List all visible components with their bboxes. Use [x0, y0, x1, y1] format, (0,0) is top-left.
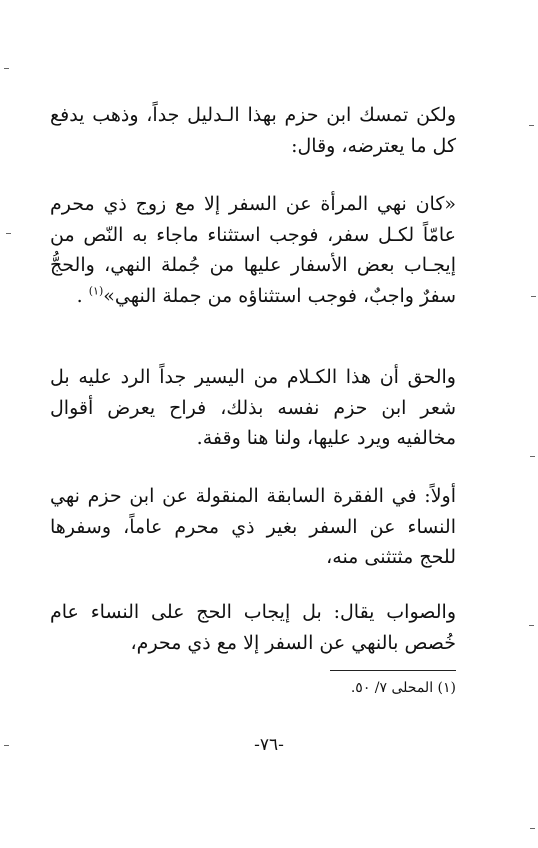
scan-edge-mark: [530, 828, 535, 829]
paragraph-2-text: «كان نهي المرأة عن السفر إلا مع زوج ذي محرم عامّاً لكـل سفر، فوجب استثناء ماجاء به النّص من إيجـاب بعض الأسفار عليها من جُملة النهي، والحجُّ سفرٌ واجبٌ، فوجب استثناؤه من جملة النهي»: [50, 193, 456, 307]
paragraph-2-ending: .: [76, 284, 89, 307]
paragraph-4-text: أولاً: في الفقرة السابقة المنقولة عن ابن حزم نهي النساء عن السفر بغير ذي محرم عاماً، وسفرها للحج مثتثنى منه،: [50, 485, 456, 568]
footnote-reference: (١): [88, 284, 104, 298]
paragraph-1: [50, 100, 456, 161]
footnote-divider: [330, 670, 456, 671]
scan-edge-mark: [529, 625, 534, 626]
scan-edge-mark: [530, 456, 535, 457]
paragraph-5-text: والصواب يقال: بل إيجاب الحج على النساء عام خُصص بالنهي عن السفر إلا مع ذي محرم،: [50, 601, 456, 654]
paragraph-2-quote: [50, 189, 456, 311]
scan-edge-mark: [531, 296, 536, 297]
paragraph-3-text: والحق أن هذا الكـلام من اليسير جداً الرد عليه بل شعر ابن حزم نفسه بذلك، فراح يعرض أقوال مخالفيه ويرد عليها، ولنا هنا وقفة.: [50, 366, 456, 449]
page-number: -٧٦-: [254, 735, 284, 755]
paragraph-5: [50, 597, 456, 658]
paragraph-3: [50, 362, 456, 454]
paragraph-4: [50, 481, 456, 573]
scan-edge-mark: [4, 745, 9, 746]
paragraph-1-text: ولكن تمسك ابن حزم بهذا الـدليل جداً، وذهب يدفع كل ما يعترضه، وقال:: [50, 104, 456, 157]
scan-edge-mark: [529, 125, 534, 126]
scan-edge-mark: [6, 233, 11, 234]
footnote: (١) المحلى ٧/ ٥٠.: [350, 680, 456, 696]
scan-edge-mark: [4, 68, 9, 69]
